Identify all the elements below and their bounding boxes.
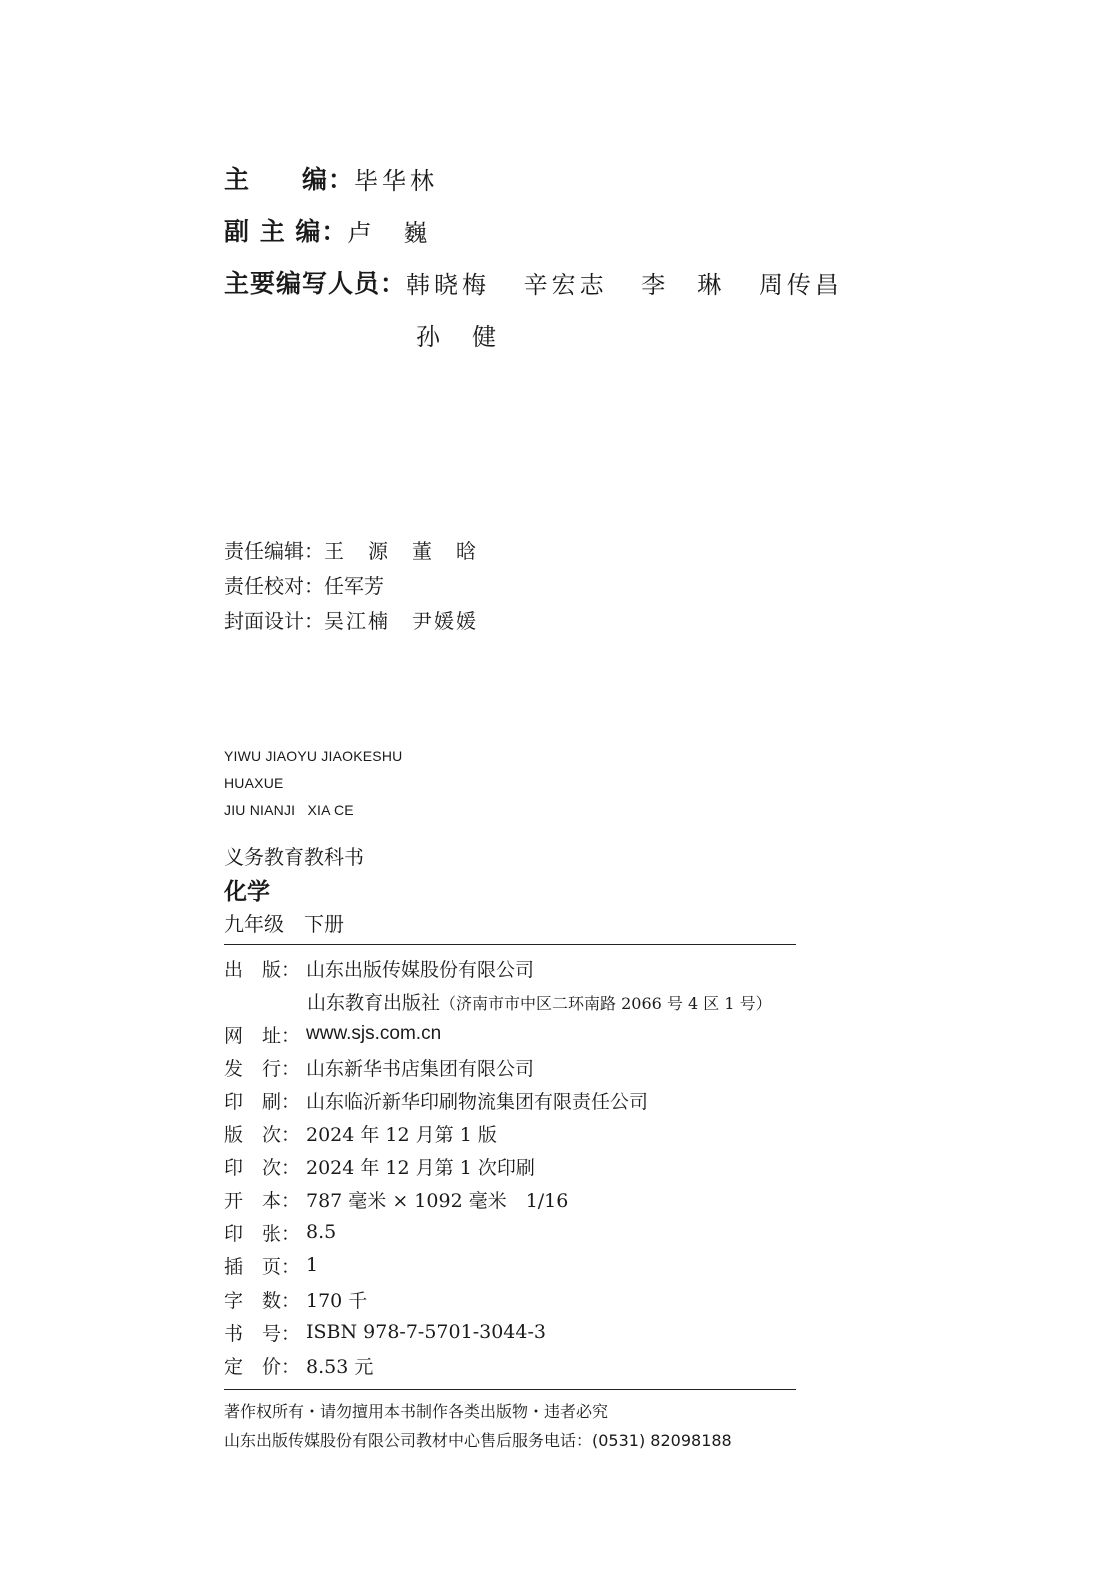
- pub-print-row: [224, 1085, 648, 1115]
- pub-key: 定 价：: [224, 1355, 301, 1378]
- proofreader-name: 任军芳: [324, 574, 384, 598]
- responsible-editor-row: [224, 535, 500, 564]
- pub-address: （济南市市中区二环南路 2066 号 4 区 1 号）: [440, 994, 772, 1013]
- subject-title: 化学: [224, 879, 270, 905]
- writers-label: 主要编写人员：: [224, 269, 407, 298]
- cover-designer-name: 吴江楠: [324, 609, 390, 633]
- writer-name: 周传昌: [758, 270, 843, 299]
- chief-editor-label: 主 编：: [224, 165, 355, 194]
- pinyin-grade: JIU NIANJI XIA CE: [224, 802, 354, 818]
- pub-value: 8.5: [306, 1221, 337, 1243]
- deputy-editor-label: 副 主 编：: [224, 217, 348, 246]
- pub-value: 山东临沂新华印刷物流集团有限责任公司: [306, 1090, 649, 1113]
- copyright-notice: 著作权所有・请勿擅用本书制作各类出版物・违者必究: [224, 1402, 609, 1421]
- divider-bottom: [224, 1389, 796, 1390]
- pub-site-row: [224, 1019, 441, 1049]
- cover-designer-name: 尹媛媛: [412, 609, 478, 633]
- pub-key: 出 版：: [224, 958, 301, 981]
- pub-dist-row: [224, 1052, 534, 1082]
- pub-key: 印 次：: [224, 1156, 301, 1179]
- pub-value: 170 千: [306, 1289, 368, 1312]
- writers-list: [406, 265, 869, 300]
- pub-key: 书 号：: [224, 1322, 301, 1345]
- pub-publisher-row: [224, 953, 534, 983]
- pub-value: 1: [306, 1254, 319, 1276]
- pub-price-row: [224, 1350, 373, 1380]
- pub-value: www.sjs.com.cn: [306, 1023, 442, 1044]
- pub-impression-row: [224, 1151, 535, 1181]
- deputy-editor-name: 卢 巍: [347, 218, 432, 247]
- pub-format-row: [224, 1184, 568, 1214]
- pub-key: 印 张：: [224, 1222, 301, 1245]
- grade-volume: 九年级 下册: [224, 912, 344, 936]
- pub-value: 山东出版传媒股份有限公司: [306, 958, 535, 981]
- writers-row: [224, 262, 869, 302]
- cover-design-label: 封面设计：: [224, 609, 324, 633]
- proofreader-row: [224, 570, 384, 599]
- pinyin-subject: HUAXUE: [224, 775, 284, 791]
- pinyin-series: YIWU JIAOYU JIAOKESHU: [224, 748, 403, 764]
- divider-top: [224, 944, 796, 945]
- writer-name: 韩晓梅: [406, 270, 491, 299]
- pub-value: 山东教育出版社: [307, 992, 441, 1014]
- writer-name: 李 琳: [641, 270, 726, 299]
- pub-publisher2-row: [307, 988, 772, 1015]
- writers-row-2: [416, 314, 500, 354]
- chief-editor-name: 毕华林: [354, 166, 439, 195]
- pub-key: 开 本：: [224, 1189, 301, 1212]
- series-title: 义务教育教科书: [224, 845, 364, 869]
- pub-value: 2024 年 12 月第 1 次印刷: [306, 1156, 535, 1179]
- cover-design-row: [224, 605, 500, 634]
- pub-edition-row: [224, 1118, 497, 1148]
- pub-isbn-row: [224, 1317, 546, 1347]
- deputy-editor-row: [224, 210, 431, 250]
- pub-key: 发 行：: [224, 1057, 301, 1080]
- pub-key: 插 页：: [224, 1255, 301, 1278]
- chief-editor-row: [224, 158, 438, 198]
- pub-key: 版 次：: [224, 1123, 301, 1146]
- responsible-editor-name: 王 源: [324, 539, 390, 563]
- pub-value: 787 毫米 × 1092 毫米 1/16: [306, 1189, 569, 1212]
- writer-name: 孙 健: [416, 322, 500, 351]
- service-phone: 山东出版传媒股份有限公司教材中心售后服务电话：(0531) 82098188: [224, 1431, 732, 1450]
- pub-key: 网 址：: [224, 1024, 301, 1047]
- responsible-editor-label: 责任编辑：: [224, 539, 324, 563]
- proofreader-label: 责任校对：: [224, 574, 324, 598]
- responsible-editor-name: 董 晗: [412, 539, 478, 563]
- pub-key: 印 刷：: [224, 1090, 301, 1113]
- pub-value: ISBN 978-7-5701-3044-3: [306, 1321, 546, 1343]
- pub-sheets-row: [224, 1217, 336, 1247]
- pub-words-row: [224, 1284, 367, 1314]
- pub-plates-row: [224, 1250, 318, 1280]
- writer-name: 辛宏志: [523, 270, 608, 299]
- pub-value: 8.53 元: [306, 1355, 374, 1378]
- pub-value: 2024 年 12 月第 1 版: [306, 1123, 497, 1146]
- pub-value: 山东新华书店集团有限公司: [306, 1057, 535, 1080]
- pub-key: 字 数：: [224, 1289, 301, 1312]
